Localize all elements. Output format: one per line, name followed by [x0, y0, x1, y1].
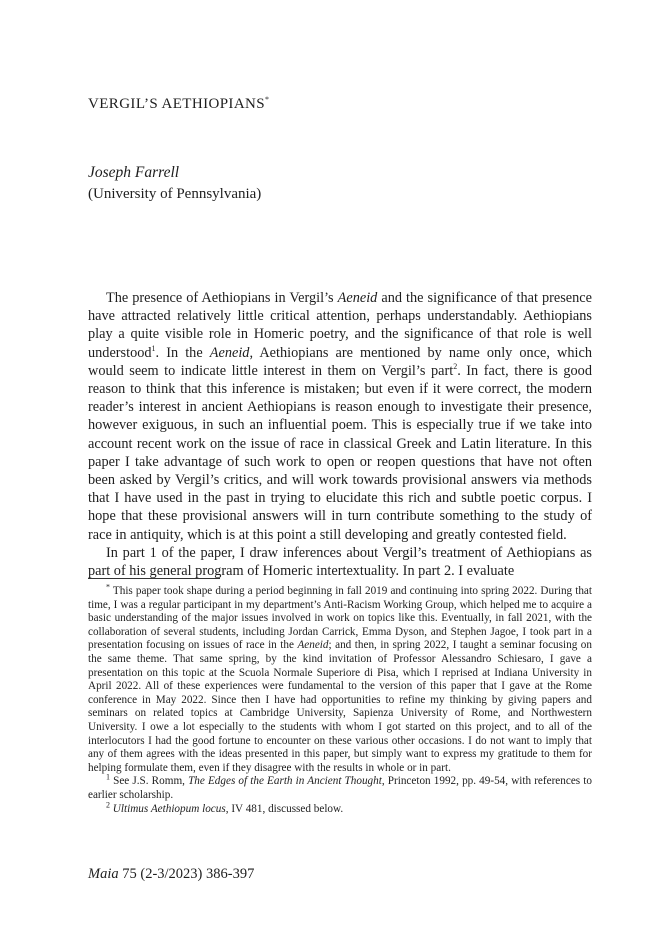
- footnote-marker: 1: [106, 772, 110, 782]
- article-body: [88, 289, 592, 580]
- article-title-text: VERGIL’S AETHIOPIANS: [88, 96, 266, 112]
- footnote-separator: [88, 578, 220, 579]
- footnote-1: [88, 772, 592, 802]
- footnote-ref-1[interactable]: 1: [151, 343, 156, 353]
- text-run: , Aethiopians are mentioned by name only once, which would seem to indicate little interest in them on Vergil’s part: [88, 344, 592, 379]
- text-run: See J.S. Romm,: [110, 775, 189, 788]
- text-run: The presence of Aethiopians in Vergil’s: [106, 290, 338, 306]
- italic-title: Aeneid: [297, 639, 329, 652]
- author-affiliation: (University of Pennsylvania): [88, 186, 262, 202]
- article-title: [88, 96, 269, 113]
- italic-title: The Edges of the Earth in Ancient Thought: [188, 775, 382, 788]
- text-run: and the significance of that presence have attracted relatively little critical attention, perhaps understandably. Aethiopians play a quite visible role in Homeric poetry, and the significance of that role is well understood: [88, 290, 592, 361]
- italic-title: Aeneid: [337, 290, 378, 306]
- paragraph-2: In part 1 of the paper, I draw inferences about Vergil’s treatment of Aethiopians as part of his general program of Homeric intertextuality. In part 2. I evaluate: [88, 544, 592, 580]
- text-run: , Princeton 1992, pp. 49-54, with references to earlier scholarship.: [88, 775, 592, 801]
- footnote-marker: *: [106, 582, 110, 592]
- journal-volume-pages: 75 (2-3/2023) 386-397: [118, 866, 255, 882]
- footnote-marker: 2: [106, 799, 110, 809]
- footnotes: [88, 582, 592, 816]
- italic-title: Ultimus Aethiopum locus: [110, 802, 226, 815]
- footnote-2: [88, 799, 592, 817]
- title-footnote-marker[interactable]: *: [265, 95, 270, 104]
- journal-name: Maia: [88, 866, 119, 882]
- text-run: . In fact, there is good reason to think that this inference is mistaken; but even if it were correct, the modern reader’s interest in ancient Aethiopians is reason enough to investigate their presence, however exiguous, in such an influential poem. This is especially true if we take into account recent work on the issue of race in classical Greek and Latin literature. In this paper I take advantage of such work to open or reopen questions that have not often been asked by Vergil’s critics, and will work towards provisional answers via methods that I have used in the past in trying to elucidate this rich and subtle poetic corpus. I hope that these provisional answers will in turn contribute something to the study of race in antiquity, which is at this point a still developing and greatly contested field.: [88, 362, 592, 543]
- journal-citation: [88, 866, 254, 883]
- author-name: Joseph Farrell: [88, 164, 180, 181]
- text-run: , IV 481, discussed below.: [225, 802, 344, 815]
- text-run: . In the: [155, 344, 210, 361]
- text-run: This paper took shape during a period beginning in fall 2019 and continuing into spring 2022. During that time, I was a regular participant in my department’s Anti-Racism Working Group, which helped me to acquire a basic understanding of the major issues involved in work on topics like this. Eventually, in fall 2021, with the collaboration of several students, including Jordan Carrick, Emma Dyson, and Stephen Jagoe, I took part in a presentation focusing on issues of race in the: [88, 585, 592, 652]
- italic-title: Aeneid: [209, 344, 250, 361]
- paragraph-1: [88, 289, 592, 544]
- text-run: ; and then, in spring 2022, I taught a seminar focusing on the same theme. That same spring, by the kind invitation of Professor Alessandro Schiesaro, I gave a presentation on this topic at the Scuola Normale Superiore di Pisa, which I reprised at Indiana University in April 2022. All of these experiences were fundamental to the version of this paper that I gave at the Rome conference in May 2022. Since then I have had opportunities to refine my thinking by giving papers and seminars on related topics at Cambridge University, Sapienza University of Rome, and Northwestern University. I owe a lot especially to the students with whom I got started on this project, and to all of the interlocutors I had the good fortune to encounter on these various other occasions. I do not want to imply that any of them agrees with the ideas presented in this paper, but simply want to express my gratitude to them for helping formulate them, even if they disagree with the results in whole or in part.: [88, 639, 592, 774]
- footnote-star: [88, 582, 592, 775]
- footnote-ref-2[interactable]: 2: [453, 362, 458, 372]
